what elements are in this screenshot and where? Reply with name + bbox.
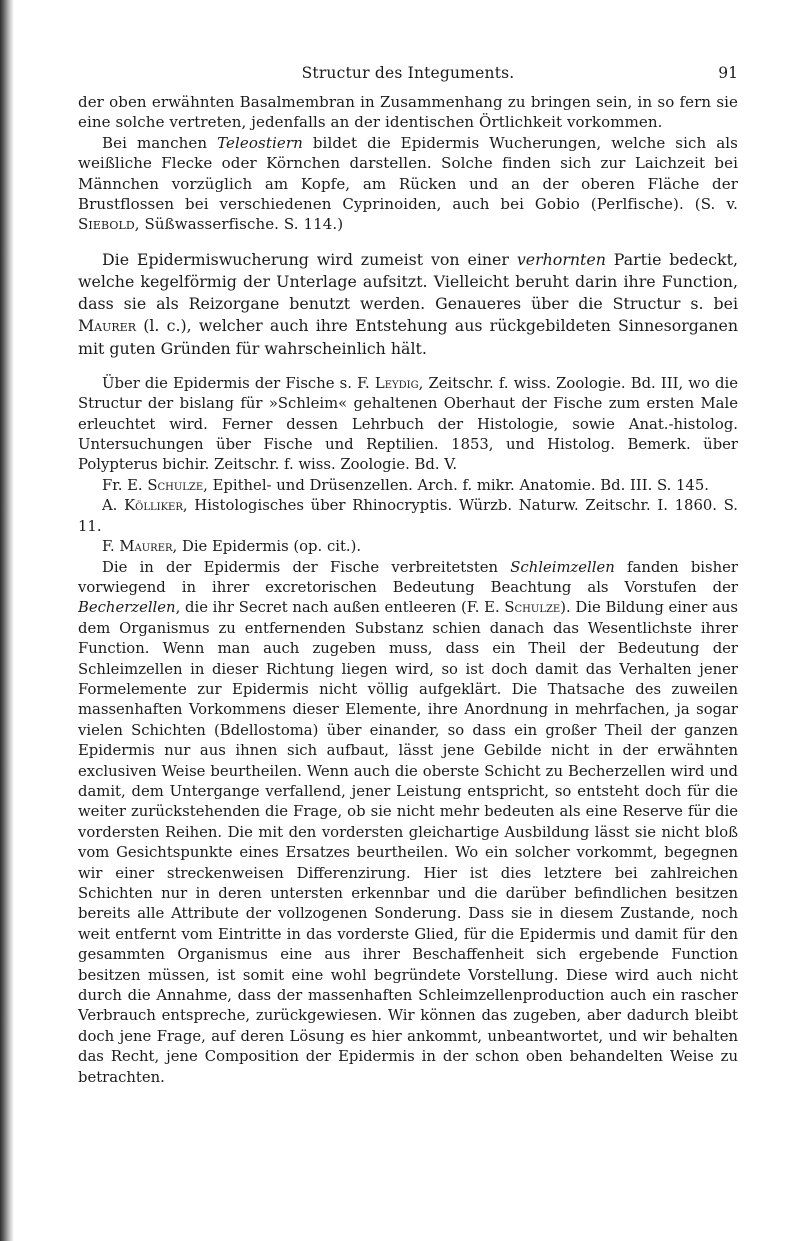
- paragraph-text: Fr. E.: [102, 476, 148, 494]
- paragraph-text: Über die Epidermis der Fische s. F.: [102, 374, 375, 392]
- paragraph-schleimzellen: [78, 558, 738, 1089]
- author-name: Kölliker: [124, 497, 183, 515]
- paragraph-text: , Süßwasserfische. S. 114.): [134, 215, 344, 234]
- author-name: Siebold: [78, 215, 135, 234]
- paragraph-text: , die ihr Secret nach außen entleeren (F. E.: [175, 599, 505, 617]
- author-name: Maurer: [119, 538, 173, 556]
- reference-maurer: [78, 537, 738, 557]
- author-name: Schulze: [147, 476, 204, 494]
- reference-schulze: [78, 476, 738, 496]
- paragraph-text: (l. c.), welcher auch ihre Entstehung aus rückgebildeten Sinnesorganen mit guten Gründen für wahrscheinlich hält.: [78, 316, 738, 358]
- paragraph-continuation: [78, 92, 738, 133]
- paragraph-text: Die Epidermiswucherung wird zumeist von einer: [102, 249, 517, 269]
- running-title: Structur des Integuments.: [301, 64, 515, 82]
- page-number: 91: [718, 64, 738, 82]
- reference-koelliker: [78, 496, 738, 537]
- book-page: [78, 58, 738, 1088]
- paragraph-text: ). Die Bildung einer aus dem Organismus zu entfernenden Substanz schien danach das Wesentlichste ihrer Function. Wenn man auch zugeben muss, dass ein Theil der Bedeutung der Schleimzellen in dieser Richtung liegen wird, so ist doch damit das Verhalten jener Formelemente zur Epidermis nicht völlig aufgeklärt. Die Thatsache des zuweilen massenhaften Vorkommens dieser Elemente, ihre Anordnung in mehrfachen, ja sogar vielen Schichten (Bdellostoma) über einander, so dass ein großer Theil der ganzen Epidermis nur aus ihnen sich aufbaut, lässt jene Gebilde nicht in der erwähnten exclusiven Weise beurtheilen. Wenn auch die oberste Schicht zu Becherzellen wird und damit, dem Untergange verfallend, jener Leistung entspricht, so entsteht doch für die weiter zurückstehenden die Frage, ob sie nicht mehr bedeuten als eine Reserve für die vordersten Reihen. Die mit den vordersten gleichartige Ausbildung lässt sie nicht bloß vom Gesichtspunkte eines Ersatzes beurtheilen. Wo ein solcher vorkommt, begegnen wir einer streckenweisen Differenzirung. Hier ist dies letztere bei zahlreichen Schichten nur in deren untersten erkennbar und die darüber befindlichen besitzen bereits alle Attribute der vollzogenen Sonderung. Dass sie in diesem Zustande, noch weit entfernt vom Eintritte in das vorderste Glied, für die Epidermis und damit für den gesammten Organismus eine aus ihrer Beschaffenheit sich ergebende Function besitzen müssen, ist somit eine wohl begründete Vorstellung. Diese wird auch nicht durch die Annahme, dass der massenhaften Schleimzellenproduction auch ein rascher Verbrauch entspreche, zurückgewiesen. Wir können das zugeben, aber dadurch bleibt doch jene Frage, auf deren Lösung es hier ankommt, unbeantwortet, und wir behalten das Recht, jene Composition der Epidermis in der schon oben behandelten Weise zu betrachten.: [78, 599, 739, 1086]
- author-name: Leydig: [374, 374, 419, 392]
- page-gutter-shadow: [0, 0, 14, 1241]
- paragraph-text: Die in der Epidermis der Fische verbreitetsten: [102, 558, 511, 576]
- paragraph-text: , Die Epidermis (op. cit.).: [172, 538, 362, 556]
- author-name: Maurer: [78, 316, 136, 336]
- paragraph-text: , Histologisches über Rhinocryptis. Würzb. Naturw. Zeitschr. I. 1860. S. 11.: [78, 497, 739, 535]
- paragraph-wucherung: [78, 249, 738, 360]
- paragraph-text: bildet die Epidermis Wucherungen, welche sich als weißliche Flecke oder Körnchen darstellen. Solche finden sich zur Laichzeit bei Männchen vorzüglich am Kopfe, am Rücken und an der oberen Fläche der Brustflossen bei verschiedenen Cyprinoiden, auch bei Gobio (Perlfische). (S. v.: [78, 133, 738, 214]
- author-name: Schulze: [504, 599, 561, 617]
- paragraph-text: F.: [102, 538, 120, 556]
- paragraph-text: der oben erwähnten Basalmembran in Zusammenhang zu bringen sein, in so fern sie eine solche vertreten, jedenfalls an der identischen Örtlichkeit vorkommen.: [78, 93, 738, 132]
- running-header: [78, 58, 738, 92]
- paragraph-text: Partie bedeckt, welche kegelförmig der Unterlage aufsitzt. Vielleicht beruht darin ihre Function, dass sie als Reizorgane benutzt werden. Genaueres über die Structur s. bei: [78, 249, 738, 314]
- italic-term: Schleimzellen: [510, 558, 615, 576]
- italic-term: verhornten: [516, 249, 606, 269]
- paragraph-text: A.: [102, 497, 125, 515]
- paragraph-text: Bei manchen: [102, 133, 218, 152]
- reference-leydig: [78, 374, 738, 476]
- paragraph-text: , Zeitschr. f. wiss. Zoologie. Bd. III, wo die Structur der bislang für »Schleim« gehaltenen Oberhaut der Fische zum ersten Male erleuchtet wird. Ferner dessen Lehrbuch der Histologie, sowie Anat.-histolog. Untersuchungen über Fische und Reptilien. 1853, und Histolog. Bemerk. über Polypterus bichir. Zeitschr. f. wiss. Zoologie. Bd. V.: [78, 374, 738, 474]
- paragraph-text: , Epithel- und Drüsenzellen. Arch. f. mikr. Anatomie. Bd. III. S. 145.: [203, 476, 709, 494]
- italic-term: Teleostiern: [217, 133, 303, 152]
- paragraph-text: fanden bisher vorwiegend in ihrer excretorischen Bedeutung Beachtung als Vorstufen der: [78, 558, 738, 596]
- paragraph-teleostei: [78, 133, 738, 235]
- italic-term: Becherzellen: [78, 599, 176, 617]
